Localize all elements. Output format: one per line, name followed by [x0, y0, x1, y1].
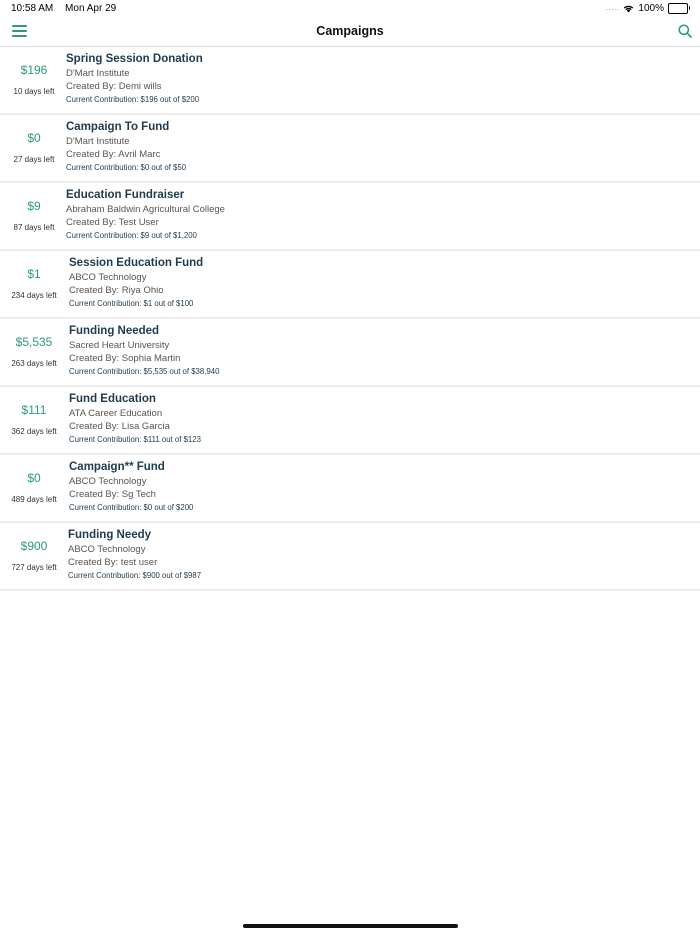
- campaign-list-item[interactable]: [0, 251, 700, 319]
- campaign-list-item[interactable]: [0, 523, 700, 591]
- campaign-organization: ABCO Technology: [68, 544, 146, 555]
- campaign-days-left: 489 days left: [11, 495, 57, 504]
- campaign-organization: D'Mart Institute: [66, 136, 130, 147]
- campaign-creator: Created By: Avril Marc: [66, 149, 161, 160]
- campaign-amount: $900: [20, 539, 48, 553]
- campaign-days-left: 727 days left: [11, 563, 57, 572]
- campaign-amount: $196: [20, 63, 48, 77]
- signal-indicator: .....: [605, 3, 620, 12]
- campaign-title: Campaign To Fund: [66, 121, 170, 133]
- search-icon[interactable]: [678, 24, 692, 38]
- campaign-organization: Sacred Heart University: [69, 340, 170, 351]
- campaign-list-item[interactable]: [0, 47, 700, 115]
- navigation-bar: [0, 16, 700, 47]
- campaign-days-left: 87 days left: [13, 223, 55, 232]
- campaign-days-left: 234 days left: [11, 291, 57, 300]
- campaign-info: [66, 188, 225, 242]
- status-time: 10:58 AM: [11, 3, 54, 14]
- campaign-amount: $0: [27, 131, 41, 145]
- campaign-organization: ABCO Technology: [69, 476, 147, 487]
- campaign-contribution: Current Contribution: $5,535 out of $38,940: [69, 367, 220, 376]
- campaign-creator: Created By: Riya Ohio: [69, 285, 164, 296]
- campaign-list-item[interactable]: [0, 115, 700, 183]
- page-title: Campaigns: [316, 24, 384, 38]
- status-right: [606, 3, 688, 14]
- campaign-list-item[interactable]: [0, 183, 700, 251]
- campaign-contribution: Current Contribution: $196 out of $200: [66, 95, 200, 104]
- battery-icon: [668, 3, 688, 14]
- campaign-list-item[interactable]: [0, 319, 700, 387]
- campaign-amount: $111: [21, 403, 47, 417]
- campaign-amount: $9: [27, 199, 41, 213]
- home-indicator[interactable]: [243, 924, 458, 928]
- campaign-info: [69, 324, 219, 378]
- campaign-creator: Created By: Sg Tech: [69, 489, 156, 500]
- campaign-organization: D'Mart Institute: [66, 68, 130, 79]
- campaign-organization: Abraham Baldwin Agricultural College: [66, 204, 225, 215]
- campaign-days-left: 27 days left: [13, 155, 55, 164]
- campaign-amount: $0: [27, 471, 41, 485]
- campaign-creator: Created By: Sophia Martin: [69, 353, 181, 364]
- campaign-list-item[interactable]: [0, 387, 700, 455]
- campaign-list-item[interactable]: [0, 455, 700, 523]
- campaign-amount: $5,535: [15, 335, 53, 349]
- campaign-creator: Created By: Test User: [66, 217, 159, 228]
- campaign-info: [69, 392, 201, 446]
- campaign-info: [69, 256, 203, 310]
- campaign-contribution: Current Contribution: $9 out of $1,200: [66, 231, 197, 240]
- campaign-days-left: 263 days left: [11, 359, 57, 368]
- campaign-organization: ATA Career Education: [69, 408, 163, 419]
- campaign-organization: ABCO Technology: [69, 272, 147, 283]
- campaign-contribution: Current Contribution: $111 out of $123: [69, 435, 201, 444]
- campaign-title: Fund Education: [69, 393, 156, 405]
- campaign-title: Funding Needed: [69, 325, 160, 337]
- campaign-contribution: Current Contribution: $0 out of $50: [66, 163, 187, 172]
- battery-percent: 100%: [638, 3, 664, 14]
- campaign-title: Education Fundraiser: [66, 189, 185, 201]
- campaign-creator: Created By: Demi wills: [66, 81, 162, 92]
- status-bar: [0, 0, 700, 16]
- campaign-title: Spring Session Donation: [66, 53, 203, 65]
- status-left: [11, 3, 125, 14]
- campaign-creator: Created By: test user: [68, 557, 158, 568]
- status-date: Mon Apr 29: [65, 3, 117, 14]
- campaign-contribution: Current Contribution: $0 out of $200: [69, 503, 194, 512]
- campaign-info: [66, 52, 203, 106]
- campaign-info: [68, 528, 201, 582]
- campaign-contribution: Current Contribution: $900 out of $987: [68, 571, 202, 580]
- campaign-days-left: 10 days left: [13, 87, 55, 96]
- campaign-title: Campaign** Fund: [69, 461, 165, 473]
- campaign-info: [69, 460, 193, 514]
- campaign-days-left: 362 days left: [11, 427, 57, 436]
- campaign-title: Session Education Fund: [69, 257, 204, 269]
- campaign-info: [66, 120, 186, 174]
- campaign-title: Funding Needy: [68, 529, 152, 541]
- campaign-amount: $1: [27, 267, 41, 281]
- campaign-list: [0, 47, 700, 591]
- campaign-creator: Created By: Lisa Garcia: [69, 421, 170, 432]
- campaign-contribution: Current Contribution: $1 out of $100: [69, 299, 194, 308]
- wifi-icon: [623, 5, 634, 13]
